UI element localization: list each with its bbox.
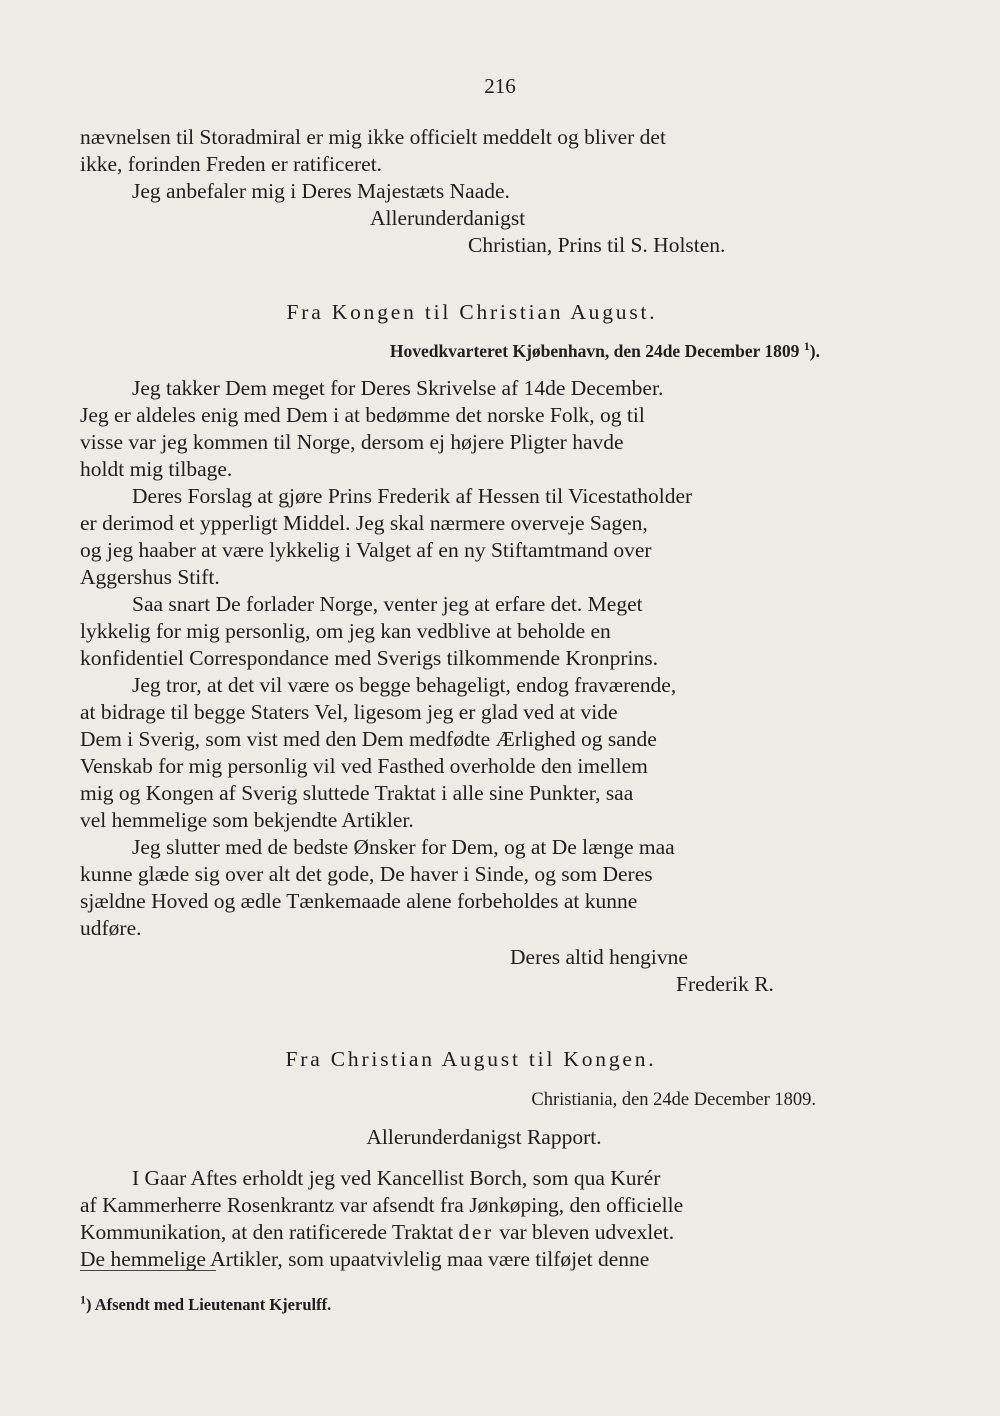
letter-signature: Christian, Prins til S. Holsten. <box>468 233 726 257</box>
footnote-mark: 1 <box>803 339 810 354</box>
text-segment: var bleven udvexlet. <box>493 1220 675 1244</box>
dateline-suffix: ). <box>809 341 820 361</box>
text-line: er derimod et ypperligt Middel. Jeg skal nærmere overveje Sagen, <box>80 511 648 535</box>
paragraph <box>80 375 858 483</box>
letter-3-body <box>80 1165 858 1273</box>
text-line: konfidentiel Correspondance med Sverigs tilkommende Kronprins. <box>80 646 658 670</box>
letter-signature: Frederik R. <box>676 972 774 996</box>
text-line: holdt mig tilbage. <box>80 457 233 481</box>
letter-1-continuation <box>80 124 858 259</box>
footnote <box>80 1294 780 1316</box>
text-line: af Kammerherre Rosenkrantz var afsendt fra Jønkøping, den officielle <box>80 1193 684 1217</box>
text-line: lykkelig for mig personlig, om jeg kan vedblive at beholde en <box>80 619 611 643</box>
letter-2-body <box>80 375 858 998</box>
footnote-rule <box>80 1270 216 1271</box>
text-line: ikke, forinden Freden er ratificeret. <box>80 152 383 176</box>
paragraph <box>80 834 858 942</box>
report-title: Allerunderdanigst Rapport. <box>366 1125 602 1149</box>
text-line: Jeg slutter med de bedste Ønsker for Dem, og at De længe maa <box>132 835 675 859</box>
text-line: Dem i Sverig, som vist med den Dem medfødte Ærlighed og sande <box>80 727 657 751</box>
text-line: sjældne Hoved og ædle Tænkemaade alene forbeholdes at kunne <box>80 889 638 913</box>
paragraph <box>80 672 858 834</box>
text-line: Aggershus Stift. <box>80 565 220 589</box>
dateline <box>80 338 858 365</box>
text-line: kunne glæde sig over alt det gode, De haver i Sinde, og som Deres <box>80 862 653 886</box>
paragraph <box>80 591 858 672</box>
text-line: nævnelsen til Storadmiral er mig ikke officielt meddelt og bliver det <box>80 125 666 149</box>
footnote-text: Afsendt med Lieutenant Kjerulff. <box>91 1295 332 1314</box>
letter-heading: Fra Christian August til Kongen. <box>285 1047 657 1071</box>
text-line: vel hemmelige som bekjendte Artikler. <box>80 808 414 832</box>
text-segment: Kommunikation, at den ratificerede Traktat <box>80 1220 459 1244</box>
letter-closing: Allerunderdanigst <box>370 206 526 230</box>
text-line: og jeg haaber at være lykkelig i Valget af en ny Stiftamtmand over <box>80 538 652 562</box>
text-line: Jeg takker Dem meget for Deres Skrivelse af 14de December. <box>132 376 664 400</box>
text-line: mig og Kongen af Sverig sluttede Traktat i alle sine Punkter, saa <box>80 781 634 805</box>
page-body <box>80 124 858 1273</box>
page-number: 216 <box>484 74 516 98</box>
text-line: I Gaar Aftes erholdt jeg ved Kancellist Borch, som qua Kurér <box>132 1166 661 1190</box>
text-line: Jeg er aldeles enig med Dem i at bedømme det norske Folk, og til <box>80 403 645 427</box>
letter-heading: Fra Kongen til Christian August. <box>286 300 658 324</box>
text-line: Venskab for mig personlig vil ved Fasthed overholde den imellem <box>80 754 648 778</box>
text-line <box>80 1219 858 1246</box>
text-line: udføre. <box>80 916 142 940</box>
text-line: Jeg tror, at det vil være os begge behageligt, endog fraværende, <box>132 673 677 697</box>
text-line: Deres Forslag at gjøre Prins Frederik af Hessen til Vicestatholder <box>132 484 693 508</box>
text-line: visse var jeg kommen til Norge, dersom ej højere Pligter havde <box>80 430 624 454</box>
spaced-word: der <box>458 1220 494 1244</box>
letter-closing: Deres altid hengivne <box>510 945 688 969</box>
text-line: Jeg anbefaler mig i Deres Majestæts Naade. <box>132 179 510 203</box>
text-line: De hemmelige Artikler, som upaatvivlelig maa være tilføjet denne <box>80 1247 650 1271</box>
footnote-paren: ) <box>86 1295 92 1314</box>
dateline-text: Hovedkvarteret Kjøbenhavn, den 24de December 1809 <box>389 341 800 361</box>
text-line: Saa snart De forlader Norge, venter jeg at erfare det. Meget <box>132 592 643 616</box>
footnote-mark: 1 <box>80 1292 86 1307</box>
dateline: Christiania, den 24de December 1809. <box>531 1090 816 1110</box>
text-line: at bidrage til begge Staters Vel, ligesom jeg er glad ved at vide <box>80 700 618 724</box>
paragraph <box>80 483 858 591</box>
